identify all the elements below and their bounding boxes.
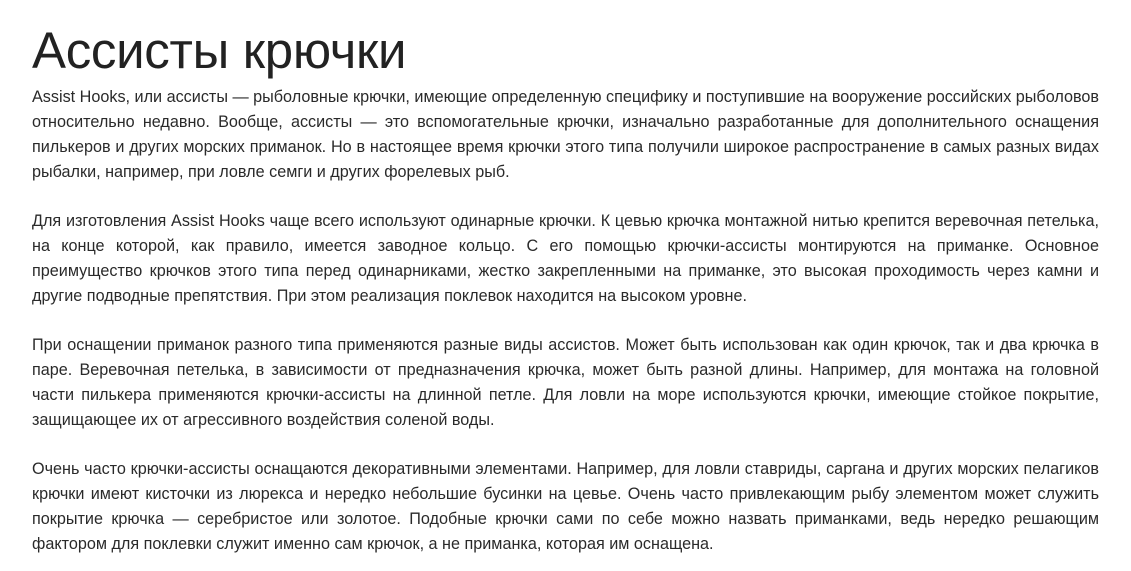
article-paragraph-3: При оснащении приманок разного типа применяются разные виды ассистов. Может быть использован как один крючок, так и два крючка в паре. Веревочная петелька, в зависимости от предназначения крючка, может быть разной длины. Например, для монтажа на головной части пилькера применяются крючки-ассисты на длинной петле. Для ловли на море используются крючки, имеющие стойкое покрытие, защищающее их от агрессивного воздействия соленой воды. bbox=[32, 336, 1099, 429]
article-paragraph-4: Очень часто крючки-ассисты оснащаются декоративными элементами. Например, для ловли ставриды, саргана и других морских пелагиков крючки имеют кисточки из люрекса и нередко небольшие бусинки на цевье. Очень часто привлекающим рыбу элементом может служить покрытие крючка — серебристое или золотое. Подобные крючки сами по себе можно назвать приманками, ведь нередко решающим фактором для поклевки служит именно сам крючок, а не приманка, которая им оснащена. bbox=[32, 460, 1099, 553]
article-body bbox=[32, 85, 1099, 557]
article-title: Ассисты крючки bbox=[32, 22, 407, 79]
article-paragraph-2: Для изготовления Assist Hooks чаще всего используют одинарные крючки. К цевью крючка монтажной нитью крепится веревочная петелька, на конце которой, как правило, имеется заводное кольцо. С его помощью крючки-ассисты монтируются на приманке. Основное преимущество крючков этого типа перед одинарниками, жестко закрепленными на приманке, это высокая проходимость через камни и другие подводные препятствия. При этом реализация поклевок находится на высоком уровне. bbox=[32, 212, 1099, 305]
article-paragraph-1: Assist Hooks, или ассисты — рыболовные крючки, имеющие определенную специфику и поступившие на вооружение российских рыболовов относительно недавно. Вообще, ассисты — это вспомогательные крючки, изначально разработанные для дополнительного оснащения пилькеров и других морских приманок. Но в настоящее время крючки этого типа получили широкое распространение в самых разных видах рыбалки, например, при ловле семги и других форелевых рыб. bbox=[32, 88, 1099, 181]
